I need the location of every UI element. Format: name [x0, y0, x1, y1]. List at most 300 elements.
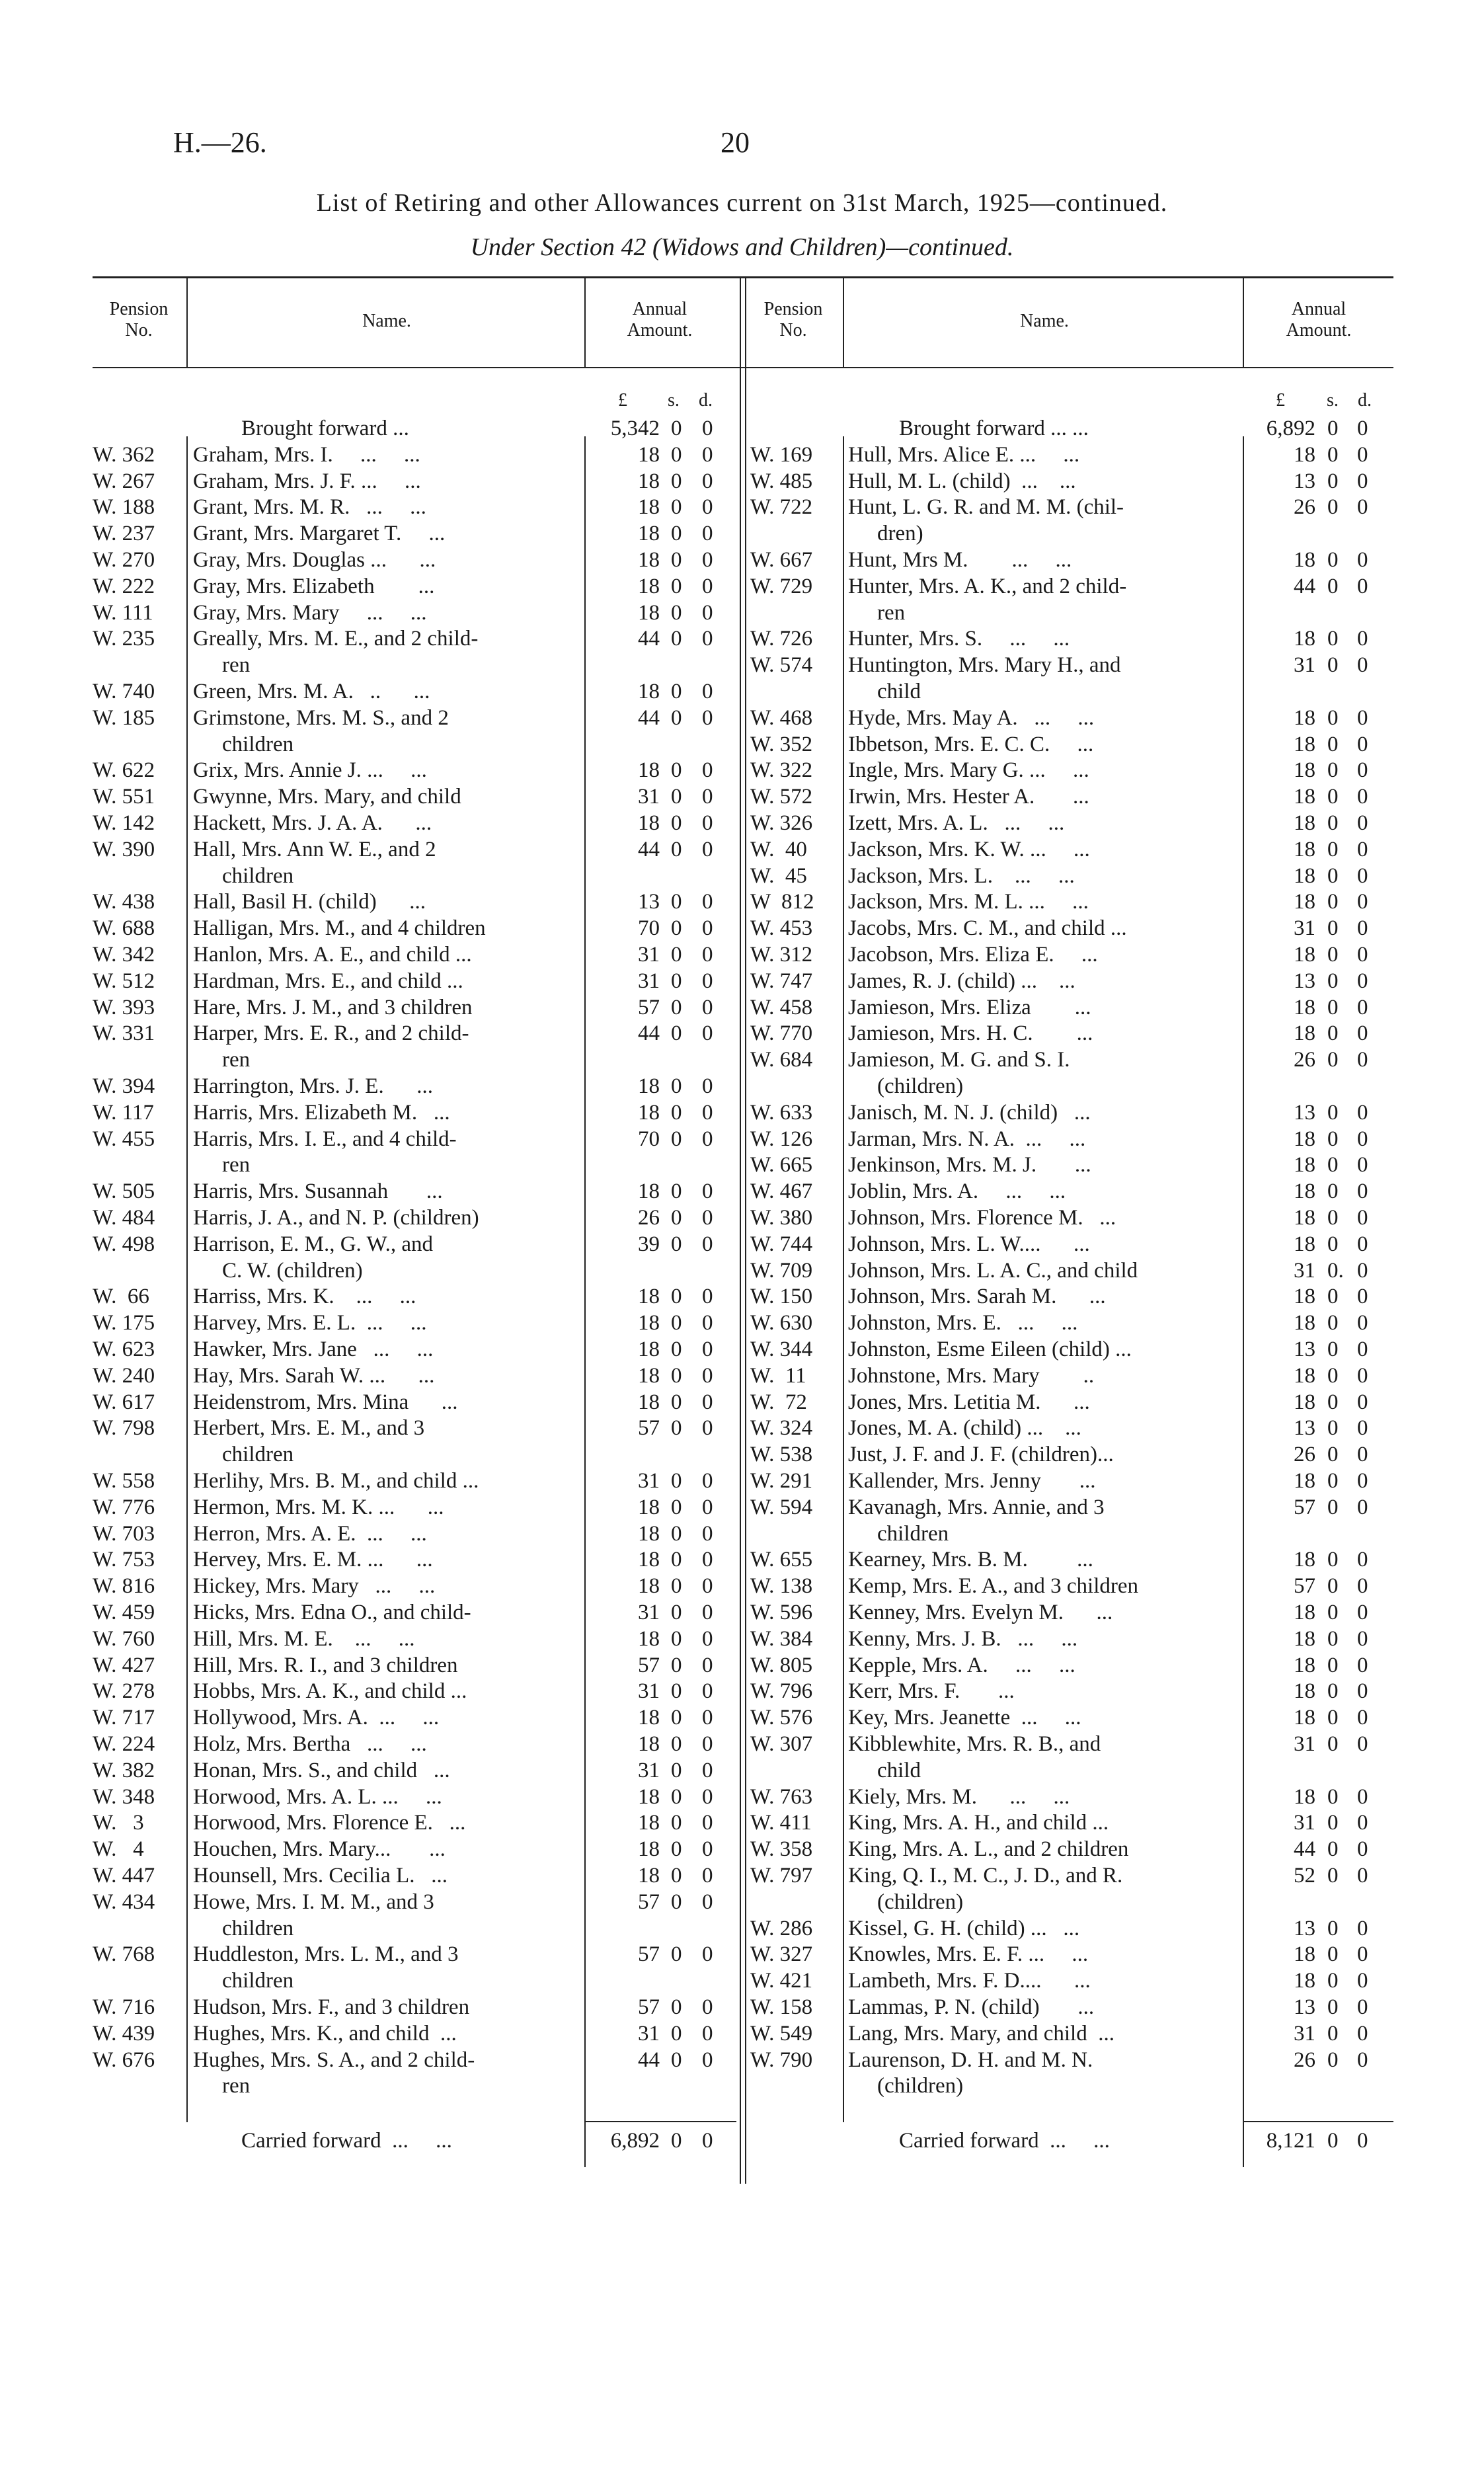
- amount-pence: 0: [1357, 1916, 1368, 1940]
- amount-shillings: 0: [1327, 495, 1339, 520]
- amount-pounds: 18: [1294, 732, 1315, 756]
- amount-pence: 0: [702, 574, 713, 598]
- pension-no: W. 623: [93, 1337, 155, 1361]
- amount-pence: 0: [1357, 837, 1368, 861]
- amount-shillings: 0: [671, 995, 682, 1019]
- amount-pounds: 8,121: [1266, 2129, 1315, 2153]
- pension-no: W. 722: [750, 495, 813, 520]
- amount-pence: 0: [702, 1706, 713, 1730]
- pension-no: W. 421: [750, 1969, 813, 1993]
- amount-pounds: 18: [1294, 1390, 1315, 1414]
- amount-shillings: 0: [1327, 705, 1339, 730]
- recipient-name: Ingle, Mrs. Mary G. ... ...: [848, 758, 1089, 783]
- amount-pence: 0: [702, 705, 713, 730]
- amount-pence: 0: [1357, 1285, 1368, 1309]
- amount-shillings: 0: [671, 1416, 682, 1441]
- table-row: [93, 468, 737, 495]
- table-row: [750, 1573, 1395, 1599]
- table-row: [750, 520, 1395, 547]
- amount-pence: 0: [702, 1732, 713, 1756]
- pension-no: W. 617: [93, 1390, 155, 1414]
- pension-no: W. 805: [750, 1653, 813, 1677]
- amount-pounds: 57: [638, 1890, 660, 1914]
- amount-shillings: 0: [671, 837, 682, 861]
- right-cur-l: £: [1276, 390, 1285, 411]
- pension-no: W. 485: [750, 469, 813, 493]
- amount-shillings: 0: [671, 1864, 682, 1888]
- amount-pence: 0: [702, 469, 713, 493]
- recipient-name: Johnson, Mrs. Sarah M. ...: [848, 1285, 1106, 1309]
- recipient-name: Kenney, Mrs. Evelyn M. ...: [848, 1601, 1113, 1624]
- table-row: [750, 2020, 1395, 2047]
- amount-pence: 0: [1357, 1969, 1368, 1993]
- amount-pence: 0: [702, 1179, 713, 1204]
- amount-shillings: 0: [1327, 417, 1339, 440]
- amount-pounds: 18: [1294, 890, 1315, 914]
- recipient-name: ren: [222, 653, 251, 678]
- table-row: [93, 1599, 737, 1626]
- table-row: [750, 1020, 1395, 1047]
- recipient-name: Jamieson, M. G. and S. I.: [848, 1048, 1070, 1072]
- right-header-amount: Annual Amount.: [1286, 299, 1352, 340]
- table-row: [750, 1626, 1395, 1652]
- pension-no: W. 11: [750, 1363, 806, 1388]
- amount-pounds: 44: [1294, 574, 1315, 598]
- pension-no: W. 468: [750, 705, 813, 730]
- amount-pounds: 18: [1294, 1942, 1315, 1967]
- amount-pounds: 31: [1294, 1258, 1315, 1283]
- pension-no: W. 224: [93, 1732, 155, 1756]
- pension-no: W. 267: [93, 469, 155, 493]
- amount-shillings: 0: [671, 1601, 682, 1624]
- amount-pounds: 57: [638, 1416, 660, 1441]
- table-row: [93, 1546, 737, 1573]
- amount-pounds: 18: [638, 1074, 660, 1098]
- amount-shillings: 0: [671, 1206, 682, 1230]
- recipient-name: Kibblewhite, Mrs. R. B., and: [848, 1732, 1101, 1756]
- recipient-name: Hudson, Mrs. F., and 3 children: [193, 1995, 470, 2019]
- amount-shillings: 0: [671, 1469, 682, 1493]
- table-row: [93, 2047, 737, 2073]
- brought-forward-row: [750, 415, 1395, 442]
- amount-pence: 0: [702, 1363, 713, 1388]
- amount-shillings: 0: [671, 916, 682, 941]
- amount-pounds: 18: [638, 1390, 660, 1414]
- amount-pence: 0: [702, 2021, 713, 2046]
- amount-shillings: 0: [1327, 1021, 1339, 1046]
- recipient-name: Howe, Mrs. I. M. M., and 3: [193, 1890, 434, 1914]
- amount-pence: 0: [1357, 785, 1368, 809]
- amount-shillings: 0: [671, 705, 682, 730]
- table-row: [750, 1468, 1395, 1494]
- recipient-name: Hill, Mrs. R. I., and 3 children: [193, 1653, 458, 1677]
- table-row: [93, 1915, 737, 1942]
- right-header-pension-no: Pension No.: [763, 299, 823, 340]
- recipient-name: James, R. J. (child) ... ...: [848, 969, 1075, 993]
- table-row: [93, 941, 737, 968]
- table-row: [750, 731, 1395, 758]
- amount-shillings: 0: [1327, 1232, 1339, 1256]
- amount-pence: 0: [1357, 1495, 1368, 1519]
- recipient-name: Jarman, Mrs. N. A. ... ...: [848, 1127, 1086, 1151]
- right-header-name: Name.: [1020, 311, 1069, 331]
- pension-no: W. 484: [93, 1206, 155, 1230]
- recipient-name: ren: [877, 600, 906, 625]
- recipient-name: Just, J. F. and J. F. (children)...: [848, 1443, 1114, 1467]
- table-row: [93, 1073, 737, 1099]
- pension-no: W. 111: [93, 600, 153, 625]
- amount-pence: 0: [702, 1390, 713, 1414]
- recipient-name: Hermon, Mrs. M. K. ... ...: [193, 1495, 444, 1519]
- table-row: [93, 968, 737, 994]
- table-row: [750, 1257, 1395, 1284]
- amount-shillings: 0: [1327, 1837, 1339, 1862]
- right-cur-d: d.: [1358, 390, 1372, 411]
- carried-forward-label: Carried forward ... ...: [899, 2129, 1110, 2153]
- amount-shillings: 0: [1327, 1206, 1339, 1230]
- amount-shillings: 0: [671, 1890, 682, 1914]
- pension-no: W. 222: [93, 574, 155, 598]
- amount-pounds: 57: [638, 1995, 660, 2019]
- amount-shillings: 0: [671, 1942, 682, 1967]
- running-head-ref: H.—26.: [173, 126, 267, 159]
- table-row: [750, 1310, 1395, 1336]
- table-row: [93, 1889, 737, 1915]
- pension-no: W. 158: [750, 1995, 813, 2019]
- amount-pence: 0: [702, 1548, 713, 1572]
- amount-pence: 0: [1357, 1100, 1368, 1125]
- table-row: [750, 1836, 1395, 1862]
- amount-pence: 0: [702, 442, 713, 467]
- amount-pence: 0: [1357, 890, 1368, 914]
- amount-pounds: 18: [1294, 1548, 1315, 1572]
- amount-shillings: 0: [1327, 1048, 1339, 1072]
- table-row: [93, 652, 737, 678]
- amount-pence: 0: [1357, 916, 1368, 941]
- amount-pounds: 13: [638, 890, 660, 914]
- amount-shillings: 0: [1327, 1469, 1339, 1493]
- table-row: [750, 442, 1395, 468]
- amount-shillings: 0: [1327, 969, 1339, 993]
- table-row: [93, 494, 737, 520]
- amount-shillings: 0: [671, 890, 682, 914]
- amount-shillings: 0: [1327, 863, 1339, 888]
- table-row: [93, 1441, 737, 1468]
- recipient-name: Johnstone, Mrs. Mary ..: [848, 1363, 1095, 1388]
- recipient-name: Gray, Mrs. Mary ... ...: [193, 600, 427, 625]
- pension-no: W. 816: [93, 1574, 155, 1599]
- amount-shillings: 0: [671, 1127, 682, 1151]
- recipient-name: Jackson, Mrs. K. W. ... ...: [848, 837, 1090, 861]
- recipient-name: children: [222, 732, 294, 756]
- amount-pence: 0: [1357, 1601, 1368, 1624]
- table-row: [93, 863, 737, 889]
- pension-no: W. 797: [750, 1864, 813, 1888]
- amount-shillings: 0: [671, 943, 682, 967]
- left-header-amount: Annual Amount.: [627, 299, 693, 340]
- recipient-name: Jamieson, Mrs. H. C. ...: [848, 1021, 1093, 1046]
- amount-pounds: 18: [638, 1521, 660, 1546]
- pension-no: W. 630: [750, 1311, 813, 1335]
- pension-no: W. 142: [93, 811, 155, 835]
- table-row: [750, 1494, 1395, 1521]
- recipient-name: Hall, Basil H. (child) ...: [193, 890, 426, 914]
- table-row: [750, 705, 1395, 731]
- amount-pounds: 18: [1294, 1311, 1315, 1335]
- amount-pence: 0: [1357, 2129, 1368, 2153]
- table-row: [93, 1283, 737, 1310]
- amount-pounds: 57: [638, 1942, 660, 1967]
- table-row: [750, 994, 1395, 1021]
- pension-no: W. 270: [93, 548, 155, 572]
- table-row: [93, 1652, 737, 1679]
- pension-no: W. 344: [750, 1337, 813, 1361]
- amount-pounds: 18: [1294, 1969, 1315, 1993]
- amount-shillings: 0: [1327, 1601, 1339, 1624]
- amount-pounds: 57: [1294, 1495, 1315, 1519]
- pension-no: W. 596: [750, 1601, 813, 1624]
- table-row: [93, 1968, 737, 1994]
- pension-no: W. 322: [750, 758, 813, 783]
- amount-pence: 0: [702, 1285, 713, 1309]
- amount-pounds: 13: [1294, 969, 1315, 993]
- recipient-name: Kepple, Mrs. A. ... ...: [848, 1653, 1075, 1677]
- recipient-name: Hawker, Mrs. Jane ... ...: [193, 1337, 434, 1361]
- amount-pounds: 18: [1294, 627, 1315, 651]
- recipient-name: Jackson, Mrs. L. ... ...: [848, 863, 1075, 888]
- amount-shillings: 0: [671, 495, 682, 520]
- amount-pounds: 18: [1294, 1653, 1315, 1677]
- recipient-name: Harris, Mrs. Susannah ...: [193, 1179, 443, 1204]
- table-row: [93, 1178, 737, 1205]
- table-row: [93, 994, 737, 1021]
- recipient-name: Horwood, Mrs. A. L. ... ...: [193, 1784, 442, 1809]
- amount-pounds: 44: [1294, 1837, 1315, 1862]
- amount-shillings: 0: [1327, 785, 1339, 809]
- amount-pence: 0: [1357, 1416, 1368, 1441]
- pension-no: W. 138: [750, 1574, 813, 1599]
- table-row: [750, 652, 1395, 678]
- amount-pence: 0: [1357, 1206, 1368, 1230]
- amount-pence: 0: [1357, 1390, 1368, 1414]
- amount-shillings: 0: [1327, 1916, 1339, 1940]
- amount-shillings: 0: [1327, 1443, 1339, 1467]
- amount-shillings: 0: [1327, 758, 1339, 783]
- recipient-name: (children): [877, 1890, 964, 1914]
- amount-shillings: 0: [671, 417, 682, 440]
- recipient-name: Hanlon, Mrs. A. E., and child ...: [193, 943, 472, 967]
- recipient-name: Ibbetson, Mrs. E. C. C. ...: [848, 732, 1094, 756]
- table-row: [93, 1126, 737, 1152]
- recipient-name: Hare, Mrs. J. M., and 3 children: [193, 995, 473, 1019]
- recipient-name: Hunt, L. G. R. and M. M. (chil-: [848, 495, 1124, 520]
- table-row: [93, 1731, 737, 1757]
- recipient-name: King, Mrs. A. H., and child ...: [848, 1811, 1109, 1835]
- amount-pence: 0: [702, 1127, 713, 1151]
- pension-no: W. 574: [750, 653, 813, 678]
- amount-pounds: 31: [638, 1679, 660, 1704]
- amount-pence: 0: [702, 1601, 713, 1624]
- amount-pence: 0: [1357, 1021, 1368, 1046]
- amount-pence: 0: [1357, 1443, 1368, 1467]
- amount-pence: 0: [702, 1942, 713, 1967]
- carried-forward-row: [750, 2128, 1395, 2154]
- column-divider-center: [740, 276, 741, 2184]
- table-row: [93, 1626, 737, 1652]
- pension-no: W. 439: [93, 2021, 155, 2046]
- recipient-name: Johnston, Mrs. E. ... ...: [848, 1311, 1078, 1335]
- amount-shillings: 0: [1327, 2021, 1339, 2046]
- recipient-name: Hay, Mrs. Sarah W. ... ...: [193, 1363, 435, 1388]
- amount-shillings: 0: [671, 1706, 682, 1730]
- page-number: 20: [721, 126, 750, 159]
- recipient-name: Hill, Mrs. M. E. ... ...: [193, 1626, 415, 1651]
- table-row: [750, 1152, 1395, 1178]
- amount-shillings: 0: [671, 600, 682, 625]
- table-row: [93, 1862, 737, 1889]
- amount-pounds: 26: [1294, 495, 1315, 520]
- amount-shillings: 0: [671, 1653, 682, 1677]
- pension-no: W. 458: [750, 995, 813, 1019]
- table-row: [750, 1599, 1395, 1626]
- recipient-name: child: [877, 680, 921, 703]
- table-row: [750, 1521, 1395, 1547]
- amount-pence: 0: [702, 495, 713, 520]
- amount-pounds: 18: [1294, 758, 1315, 783]
- amount-shillings: 0: [671, 680, 682, 703]
- amount-pounds: 13: [1294, 469, 1315, 493]
- amount-shillings: 0: [1327, 1100, 1339, 1125]
- amount-shillings: 0: [671, 1100, 682, 1125]
- recipient-name: (children): [877, 2074, 964, 2098]
- recipient-name: children: [222, 863, 294, 888]
- amount-pounds: 18: [638, 1706, 660, 1730]
- brought-forward-label: Brought forward ... ...: [899, 417, 1089, 440]
- recipient-name: children: [222, 1916, 294, 1940]
- recipient-name: Halligan, Mrs. M., and 4 children: [193, 916, 486, 941]
- amount-shillings: 0: [1327, 1679, 1339, 1704]
- amount-shillings: 0: [1327, 916, 1339, 941]
- right-hdr-div-1: [843, 276, 844, 367]
- amount-shillings: 0: [1327, 1995, 1339, 2019]
- recipient-name: Grant, Mrs. Margaret T. ...: [193, 522, 446, 546]
- amount-pence: 0: [1357, 627, 1368, 651]
- pension-no: W. 633: [750, 1100, 813, 1125]
- amount-pence: 0: [1357, 1864, 1368, 1888]
- amount-pence: 0: [702, 1495, 713, 1519]
- recipient-name: children: [222, 1443, 294, 1467]
- pension-no: W. 655: [750, 1548, 813, 1572]
- amount-shillings: 0: [671, 2048, 682, 2072]
- amount-pounds: 18: [638, 1626, 660, 1651]
- pension-no: W. 459: [93, 1601, 155, 1624]
- amount-shillings: 0: [671, 1574, 682, 1599]
- right-hdr-div-2: [1243, 276, 1244, 367]
- amount-pence: 0: [1357, 1626, 1368, 1651]
- amount-pence: 0: [702, 943, 713, 967]
- pension-no: W. 150: [750, 1285, 813, 1309]
- amount-pence: 0: [1357, 417, 1368, 440]
- pension-no: W. 505: [93, 1179, 155, 1204]
- pension-no: W. 45: [750, 863, 807, 888]
- recipient-name: Green, Mrs. M. A. .. ...: [193, 680, 430, 703]
- amount-shillings: 0: [1327, 1653, 1339, 1677]
- amount-shillings: 0: [1327, 1416, 1339, 1441]
- table-row: [750, 1099, 1395, 1126]
- amount-pence: 0: [1357, 1732, 1368, 1756]
- table-row: [750, 1704, 1395, 1731]
- pension-no: W. 72: [750, 1390, 807, 1414]
- amount-pounds: 18: [1294, 995, 1315, 1019]
- amount-shillings: 0: [671, 469, 682, 493]
- amount-pence: 0: [702, 1626, 713, 1651]
- table-row: [93, 757, 737, 783]
- pension-no: W. 342: [93, 943, 155, 967]
- pension-no: W. 438: [93, 890, 155, 914]
- recipient-name: Hickey, Mrs. Mary ... ...: [193, 1574, 436, 1599]
- amount-pounds: 18: [1294, 1285, 1315, 1309]
- amount-pence: 0: [1357, 1653, 1368, 1677]
- table-row: [750, 968, 1395, 994]
- pension-no: W. 278: [93, 1679, 155, 1704]
- recipient-name: Harriss, Mrs. K. ... ...: [193, 1285, 416, 1309]
- recipient-name: children: [877, 1521, 949, 1546]
- table-row: [93, 1757, 737, 1784]
- recipient-name: Kallender, Mrs. Jenny ...: [848, 1469, 1096, 1493]
- table-row: [93, 1521, 737, 1547]
- table-row: [750, 1941, 1395, 1968]
- recipient-name: Kenny, Mrs. J. B. ... ...: [848, 1626, 1078, 1651]
- pension-no: W. 572: [750, 785, 813, 809]
- recipient-name: Izett, Mrs. A. L. ... ...: [848, 811, 1065, 835]
- amount-pounds: 31: [638, 2021, 660, 2046]
- recipient-name: Hunt, Mrs M. ... ...: [848, 548, 1072, 572]
- recipient-name: Hughes, Mrs. S. A., and 2 child-: [193, 2048, 475, 2072]
- amount-shillings: 0: [671, 1995, 682, 2019]
- amount-pounds: 31: [1294, 2021, 1315, 2046]
- amount-pounds: 18: [1294, 1601, 1315, 1624]
- table-row: [750, 1652, 1395, 1679]
- amount-shillings: 0: [1327, 890, 1339, 914]
- recipient-name: Hollywood, Mrs. A. ... ...: [193, 1706, 440, 1730]
- amount-pounds: 13: [1294, 1995, 1315, 2019]
- recipient-name: Heidenstrom, Mrs. Mina ...: [193, 1390, 458, 1414]
- recipient-name: Kissel, G. H. (child) ... ...: [848, 1916, 1080, 1940]
- recipient-name: Hunter, Mrs. A. K., and 2 child-: [848, 574, 1127, 598]
- recipient-name: Hicks, Mrs. Edna O., and child-: [193, 1601, 471, 1624]
- recipient-name: Hobbs, Mrs. A. K., and child ...: [193, 1679, 467, 1704]
- amount-shillings: 0: [1327, 1811, 1339, 1835]
- amount-pence: 0: [1357, 811, 1368, 835]
- pension-no: W. 434: [93, 1890, 155, 1914]
- table-row: [750, 600, 1395, 626]
- pension-no: W. 740: [93, 680, 155, 703]
- amount-pounds: 18: [638, 1864, 660, 1888]
- amount-pence: 0: [702, 890, 713, 914]
- recipient-name: Harvey, Mrs. E. L. ... ...: [193, 1311, 427, 1335]
- page-title: List of Retiring and other Allowances current on 31st March, 1925—continued.: [316, 189, 1168, 217]
- recipient-name: Harper, Mrs. E. R., and 2 child-: [193, 1021, 469, 1046]
- table-row: [750, 1441, 1395, 1468]
- amount-shillings: 0.: [1327, 1258, 1344, 1283]
- amount-pence: 0: [702, 1837, 713, 1862]
- pension-no: W. 688: [93, 916, 155, 941]
- amount-shillings: 0: [1327, 627, 1339, 651]
- pension-no: W. 4: [93, 1837, 144, 1862]
- amount-pounds: 31: [638, 1601, 660, 1624]
- table-row: [93, 1468, 737, 1494]
- table-row: [750, 1389, 1395, 1415]
